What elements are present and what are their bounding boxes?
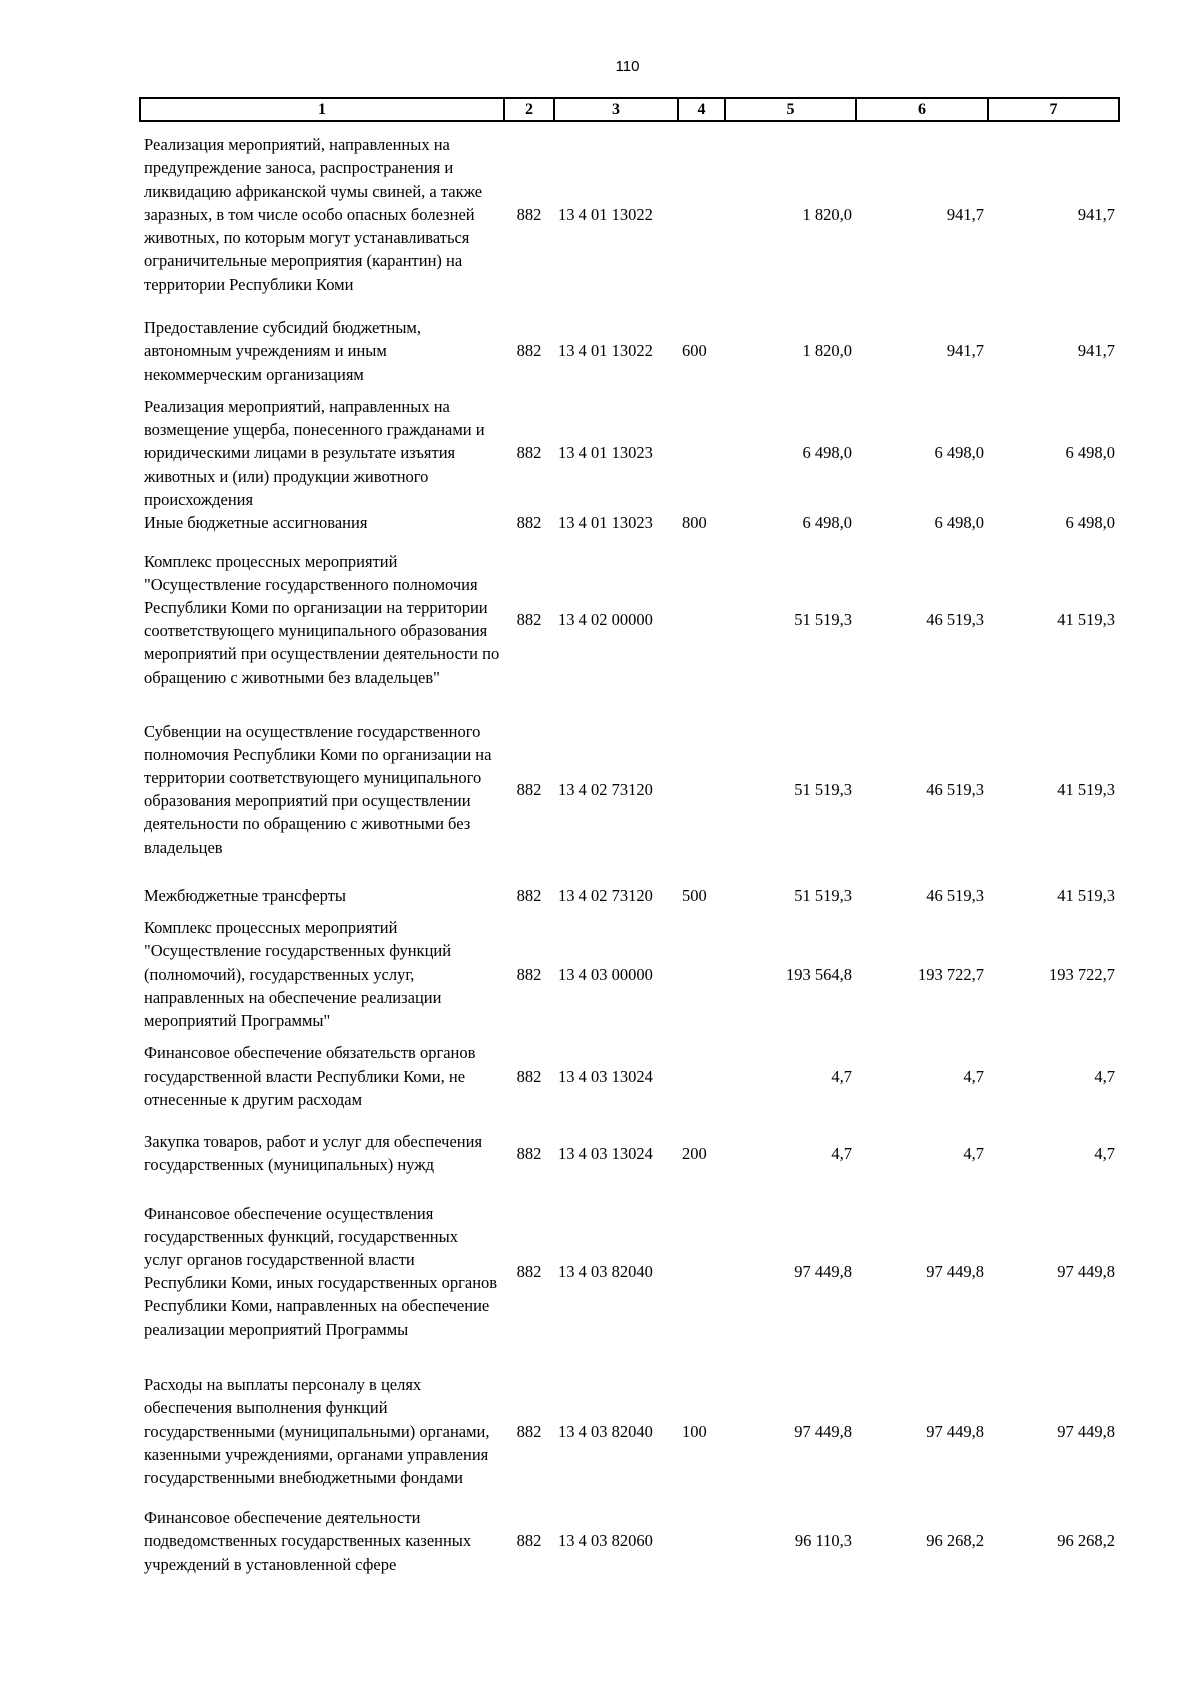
budget-table (139, 97, 1120, 1576)
table-row (140, 1120, 1119, 1186)
row-expense-type (678, 1506, 725, 1576)
row-expense-type (678, 534, 725, 704)
table-row (140, 534, 1119, 704)
row-gr-code: 882 (516, 885, 542, 905)
row-value-col6: 46 519,3 (926, 885, 984, 905)
row-name: Расходы на выплаты персоналу в целях обеспечения выполнения функций государственными (муниципальными) органами, казенными учреждениями, органами управления государственными внебюджетными фондами (144, 1375, 490, 1488)
table-row (140, 874, 1119, 916)
row-value-col7: 41 519,3 (1057, 779, 1115, 799)
row-name: Комплекс процессных мероприятий "Осуществление государственных функций (полномочий), государственных услуг, направленных на обеспечение реализации мероприятий Программы" (144, 918, 452, 1031)
row-value-col5: 1 820,0 (802, 341, 852, 361)
row-value-col6: 4,7 (963, 1066, 984, 1086)
row-target-code: 13 4 03 82060 (558, 1531, 653, 1551)
row-gr-code: 882 (516, 1421, 542, 1441)
row-target-code: 13 4 02 73120 (558, 885, 653, 905)
table-row (140, 1186, 1119, 1356)
table-row (140, 121, 1119, 307)
table-row (140, 1356, 1119, 1506)
row-value-col7: 41 519,3 (1057, 609, 1115, 629)
column-header-1: 1 (140, 98, 504, 121)
table-row (140, 395, 1119, 511)
row-value-col7: 97 449,8 (1057, 1261, 1115, 1281)
column-header-2: 2 (504, 98, 554, 121)
row-value-col6: 46 519,3 (926, 779, 984, 799)
row-value-col5: 51 519,3 (794, 609, 852, 629)
table-row (140, 511, 1119, 534)
row-name: Финансовое обеспечение обязательств органов государственной власти Республики Коми, не отнесенные к другим расходам (144, 1043, 476, 1109)
row-expense-type: 600 (682, 341, 707, 361)
row-value-col5: 4,7 (831, 1143, 852, 1163)
row-name: Финансовое обеспечение деятельности подведомственных государственных казенных учреждений в установленной сфере (144, 1508, 472, 1574)
row-value-col7: 96 268,2 (1057, 1531, 1115, 1551)
row-value-col6: 97 449,8 (926, 1261, 984, 1281)
row-value-col5: 51 519,3 (794, 779, 852, 799)
row-name: Финансовое обеспечение осуществления государственных функций, государственных услуг органов государственной власти Республики Коми, иных государственных органов Республики Коми, направленных на обеспечение реализации мероприятий Программы (144, 1203, 498, 1339)
row-value-col7: 4,7 (1094, 1143, 1115, 1163)
row-value-col7: 97 449,8 (1057, 1421, 1115, 1441)
table-row (140, 307, 1119, 395)
row-expense-type (678, 704, 725, 874)
row-expense-type (678, 1032, 725, 1120)
row-target-code: 13 4 03 82040 (558, 1261, 653, 1281)
row-name: Комплекс процессных мероприятий "Осуществление государственного полномочия Республики Коми по организации на территории соответствующего муниципального образования мероприятий при осуществлении деятельности по обращению с животными без владельцев" (144, 551, 500, 687)
row-value-col6: 941,7 (946, 204, 984, 224)
table-header-row (140, 98, 1119, 121)
row-name: Реализация мероприятий, направленных на возмещение ущерба, понесенного гражданами и юридическими лицами в результате изъятия животных и (или) продукции животного происхождения (144, 397, 485, 509)
row-name: Реализация мероприятий, направленных на предупреждение заноса, распространения и ликвидацию африканской чумы свиней, а также заразных, в том числе особо опасных болезней животных, по которым могут устанавливаться ограничительные мероприятия (карантин) на территории Республики Коми (144, 135, 483, 294)
row-gr-code: 882 (516, 341, 542, 361)
row-value-col6: 46 519,3 (926, 609, 984, 629)
table-row (140, 704, 1119, 874)
row-value-col5: 96 110,3 (794, 1531, 852, 1551)
row-target-code: 13 4 01 13023 (558, 443, 653, 463)
row-value-col7: 6 498,0 (1065, 513, 1115, 533)
row-value-col7: 6 498,0 (1065, 443, 1115, 463)
row-expense-type: 800 (682, 513, 707, 533)
row-value-col5: 97 449,8 (794, 1261, 852, 1281)
table-row (140, 1506, 1119, 1576)
row-gr-code: 882 (516, 1066, 542, 1086)
row-value-col7: 41 519,3 (1057, 885, 1115, 905)
row-value-col5: 6 498,0 (802, 513, 852, 533)
row-name: Закупка товаров, работ и услуг для обеспечения государственных (муниципальных) нужд (144, 1132, 483, 1175)
row-target-code: 13 4 03 13024 (558, 1066, 653, 1086)
row-target-code: 13 4 01 13023 (558, 513, 653, 533)
row-expense-type: 500 (682, 885, 707, 905)
row-gr-code: 882 (516, 609, 542, 629)
row-expense-type: 100 (682, 1421, 707, 1441)
page-number: 110 (615, 58, 640, 75)
row-target-code: 13 4 01 13022 (558, 204, 653, 224)
row-value-col5: 4,7 (831, 1066, 852, 1086)
row-expense-type (678, 916, 725, 1032)
row-target-code: 13 4 03 00000 (558, 964, 653, 984)
row-gr-code: 882 (516, 1143, 542, 1163)
row-target-code: 13 4 01 13022 (558, 341, 653, 361)
column-header-7: 7 (988, 98, 1119, 121)
row-value-col7: 941,7 (1077, 341, 1115, 361)
row-value-col5: 1 820,0 (802, 204, 852, 224)
row-name: Межбюджетные трансферты (144, 885, 347, 905)
row-value-col6: 97 449,8 (926, 1421, 984, 1441)
row-gr-code: 882 (516, 1261, 542, 1281)
row-value-col5: 6 498,0 (802, 443, 852, 463)
column-header-5: 5 (725, 98, 856, 121)
row-gr-code: 882 (516, 204, 542, 224)
row-name: Субвенции на осуществление государственного полномочия Республики Коми по организации на территории соответствующего муниципального образования мероприятий при осуществлении деятельности по обращению с животными без владельцев (144, 721, 492, 857)
row-gr-code: 882 (516, 964, 542, 984)
row-value-col5: 51 519,3 (794, 885, 852, 905)
row-value-col6: 6 498,0 (934, 513, 984, 533)
row-gr-code: 882 (516, 1531, 542, 1551)
row-name: Иные бюджетные ассигнования (144, 513, 368, 533)
row-value-col6: 6 498,0 (934, 443, 984, 463)
row-value-col6: 941,7 (946, 341, 984, 361)
column-header-3: 3 (554, 98, 678, 121)
row-value-col7: 193 722,7 (1049, 964, 1115, 984)
row-expense-type (678, 395, 725, 511)
row-value-col7: 941,7 (1077, 204, 1115, 224)
row-value-col6: 193 722,7 (918, 964, 984, 984)
row-target-code: 13 4 02 00000 (558, 609, 653, 629)
table-row (140, 1032, 1119, 1120)
row-target-code: 13 4 02 73120 (558, 779, 653, 799)
row-expense-type: 200 (682, 1143, 707, 1163)
row-target-code: 13 4 03 13024 (558, 1143, 653, 1163)
row-value-col7: 4,7 (1094, 1066, 1115, 1086)
row-value-col5: 193 564,8 (786, 964, 852, 984)
row-expense-type (678, 1186, 725, 1356)
row-name: Предоставление субсидий бюджетным, автономным учреждениям и иным некоммерческим организациям (144, 318, 421, 384)
row-expense-type (678, 121, 725, 307)
column-header-6: 6 (856, 98, 988, 121)
row-gr-code: 882 (516, 443, 542, 463)
row-target-code: 13 4 03 82040 (558, 1421, 653, 1441)
row-gr-code: 882 (516, 513, 542, 533)
column-header-4: 4 (678, 98, 725, 121)
row-value-col6: 4,7 (963, 1143, 984, 1163)
row-value-col6: 96 268,2 (926, 1531, 984, 1551)
row-value-col5: 97 449,8 (794, 1421, 852, 1441)
table-row (140, 916, 1119, 1032)
table-body (140, 121, 1119, 1576)
row-gr-code: 882 (516, 779, 542, 799)
